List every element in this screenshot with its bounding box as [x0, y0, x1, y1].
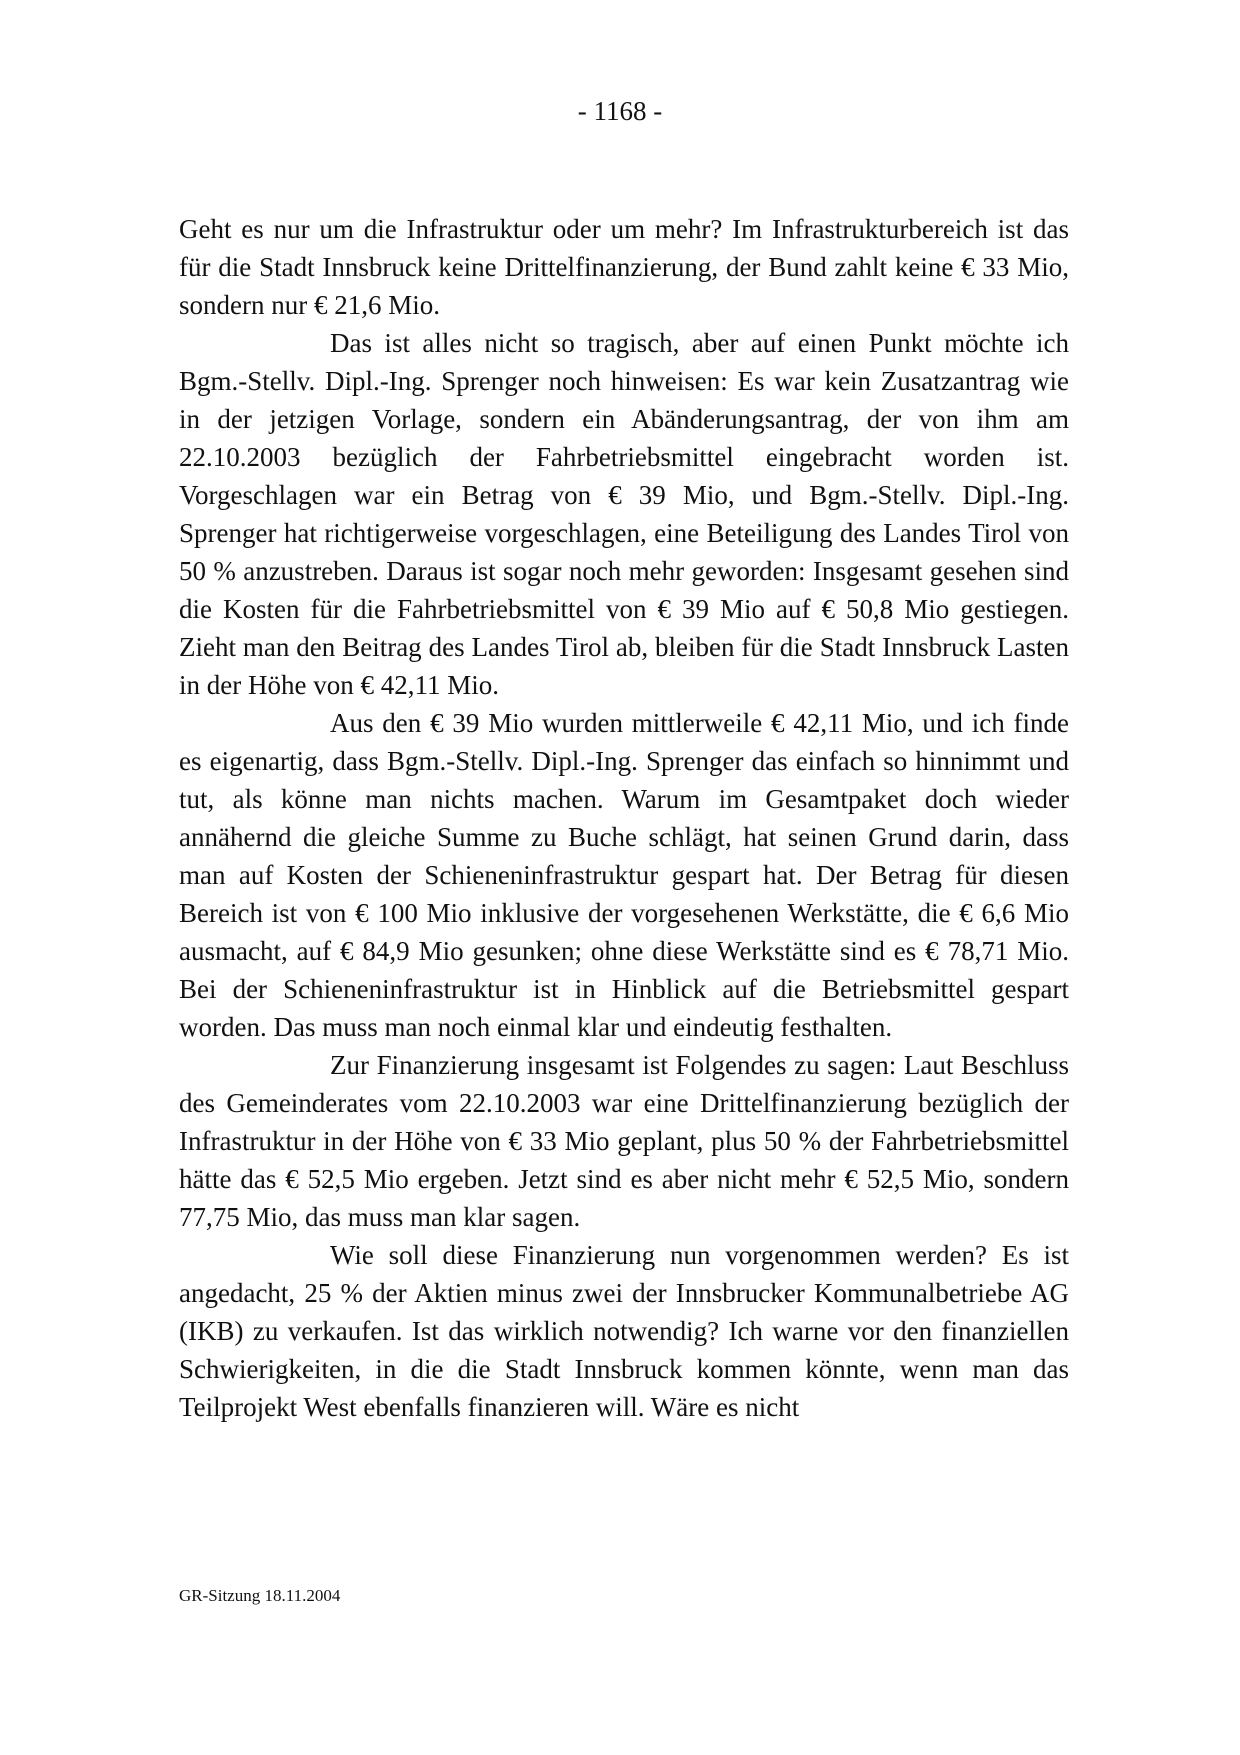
- page-number: - 1168 -: [577, 96, 663, 126]
- paragraph-1: Geht es nur um die Infrastruktur oder um mehr? Im Infrastrukturbereich ist das für die Stadt Innsbruck keine Drittelfinanzierung, der Bund zahlt keine € 33 Mio, sondern nur € 21,6 Mio.: [179, 214, 1069, 320]
- paragraph-3: Aus den € 39 Mio wurden mittlerweile € 42,11 Mio, und ich finde es eigenartig, dass Bgm.-Stellv. Dipl.-Ing. Sprenger das einfach so hinnimmt und tut, als könne man nichts machen. Warum im Gesamtpaket doch wieder annähernd die gleiche Summe zu Buche schlägt, hat seinen Grund darin, dass man auf Kosten der Schieneninfrastruktur gespart hat. Der Betrag für diesen Bereich ist von € 100 Mio inklusive der vorgesehenen Werkstätte, die € 6,6 Mio ausmacht, auf € 84,9 Mio gesunken; ohne diese Werkstätte sind es € 78,71 Mio. Bei der Schieneninfrastruktur ist in Hinblick auf die Betriebsmittel gespart worden. Das muss man noch einmal klar und eindeutig festhalten.: [179, 708, 1069, 1042]
- body-text: [179, 210, 1069, 1426]
- paragraph-5: Wie soll diese Finanzierung nun vorgenommen werden? Es ist angedacht, 25 % der Aktien minus zwei der Innsbrucker Kommunalbetriebe AG (IKB) zu verkaufen. Ist das wirklich notwendig? Ich warne vor den finanziellen Schwierigkeiten, in die die Stadt Innsbruck kommen könnte, wenn man das Teilprojekt West ebenfalls finanzieren will. Wäre es nicht: [179, 1240, 1069, 1422]
- paragraph-2: Das ist alles nicht so tragisch, aber auf einen Punkt möchte ich Bgm.-Stellv. Dipl.-Ing. Sprenger noch hinweisen: Es war kein Zusatzantrag wie in der jetzigen Vorlage, sondern ein Abänderungsantrag, der von ihm am 22.10.2003 bezüglich der Fahrbetriebsmittel eingebracht worden ist. Vorgeschlagen war ein Betrag von € 39 Mio, und Bgm.-Stellv. Dipl.-Ing. Sprenger hat richtigerweise vorgeschlagen, eine Beteiligung des Landes Tirol von 50 % anzustreben. Daraus ist sogar noch mehr geworden: Insgesamt gesehen sind die Kosten für die Fahrbetriebsmittel von € 39 Mio auf € 50,8 Mio gestiegen. Zieht man den Beitrag des Landes Tirol ab, bleiben für die Stadt Innsbruck Lasten in der Höhe von € 42,11 Mio.: [179, 328, 1069, 700]
- paragraph-4: Zur Finanzierung insgesamt ist Folgendes zu sagen: Laut Beschluss des Gemeinderates vom 22.10.2003 war eine Drittelfinanzierung bezüglich der Infrastruktur in der Höhe von € 33 Mio geplant, plus 50 % der Fahrbetriebsmittel hätte das € 52,5 Mio ergeben. Jetzt sind es aber nicht mehr € 52,5 Mio, sondern 77,75 Mio, das muss man klar sagen.: [179, 1050, 1069, 1232]
- footer-session-label: GR-Sitzung 18.11.2004: [179, 1586, 341, 1605]
